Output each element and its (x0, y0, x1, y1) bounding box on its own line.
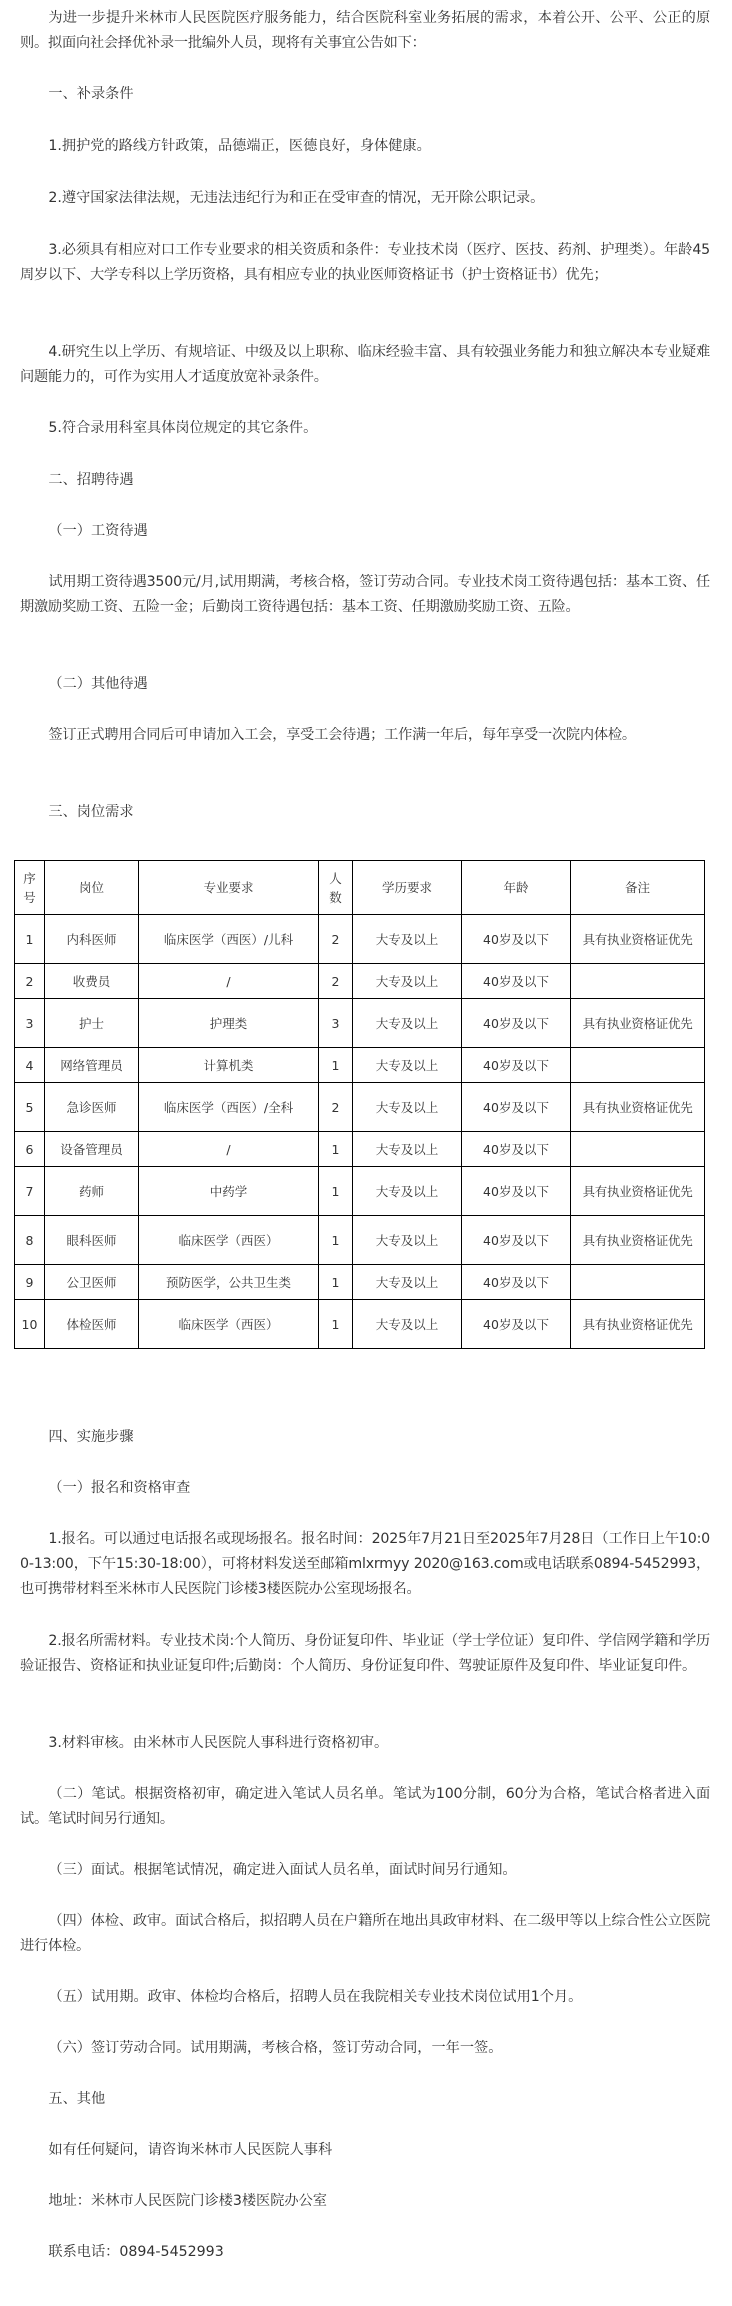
header-major: 专业要求 (139, 861, 319, 915)
cell-no: 7 (15, 1167, 45, 1216)
written-exam-paragraph: （二）笔试。根据资格初审，确定进入笔试人员名单。笔试为100分制，60分为合格，笔试合格者进入面试。笔试时间另行通知。 (20, 1786, 710, 1827)
cell-count: 1 (319, 1167, 353, 1216)
cell-post: 公卫医师 (45, 1265, 139, 1300)
cell-no: 5 (15, 1083, 45, 1132)
section-4-heading: 四、实施步骤 (48, 1429, 134, 1445)
cell-no: 2 (15, 964, 45, 999)
salary-subheading: （一）工资待遇 (48, 523, 148, 539)
table-row (15, 1300, 705, 1349)
section-2-heading: 二、招聘待遇 (48, 472, 134, 488)
cell-post: 体检医师 (45, 1300, 139, 1349)
cell-age: 40岁及以下 (462, 1265, 571, 1300)
cell-age: 40岁及以下 (462, 964, 571, 999)
cell-education: 大专及以上 (353, 999, 462, 1048)
header-post: 岗位 (45, 861, 139, 915)
cell-major: 临床医学（西医）/儿科 (139, 915, 319, 964)
medical-check-paragraph: （四）体检、政审。面试合格后，拟招聘人员在户籍所在地出具政审材料、在二级甲等以上综合性公立医院进行体检。 (20, 1913, 710, 1954)
cell-no: 9 (15, 1265, 45, 1300)
address-line: 地址：米林市人民医院门诊楼3楼医院办公室 (48, 2193, 327, 2209)
review-paragraph: 3.材料审核。由米林市人民医院人事科进行资格初审。 (48, 1735, 389, 1751)
cell-education: 大专及以上 (353, 1167, 462, 1216)
cell-age: 40岁及以下 (462, 1083, 571, 1132)
cell-major: 预防医学，公共卫生类 (139, 1265, 319, 1300)
cell-education: 大专及以上 (353, 1265, 462, 1300)
materials-paragraph: 2.报名所需材料。专业技术岗:个人简历、身份证复印件、毕业证（学士学位证）复印件、学信网学籍和学历验证报告、资格证和执业证复印件;后勤岗：个人简历、身份证复印件、驾驶证原件及复印件、毕业证复印件。 (20, 1633, 710, 1674)
cell-education: 大专及以上 (353, 1216, 462, 1265)
cell-major: / (139, 1132, 319, 1167)
cell-age: 40岁及以下 (462, 915, 571, 964)
cell-age: 40岁及以下 (462, 1216, 571, 1265)
table-row (15, 1132, 705, 1167)
header-count: 人数 (319, 861, 353, 915)
cell-note: 具有执业资格证优先 (571, 1216, 705, 1265)
condition-item-2: 2.遵守国家法律法规，无违法违纪行为和正在受审查的情况，无开除公职记录。 (48, 190, 545, 206)
cell-major: 临床医学（西医） (139, 1216, 319, 1265)
cell-no: 8 (15, 1216, 45, 1265)
cell-note (571, 1132, 705, 1167)
table-row (15, 915, 705, 964)
cell-count: 1 (319, 1300, 353, 1349)
cell-age: 40岁及以下 (462, 1048, 571, 1083)
cell-note (571, 1048, 705, 1083)
cell-count: 2 (319, 1083, 353, 1132)
table-row (15, 1048, 705, 1083)
header-note: 备注 (571, 861, 705, 915)
cell-age: 40岁及以下 (462, 1167, 571, 1216)
cell-major: / (139, 964, 319, 999)
cell-no: 10 (15, 1300, 45, 1349)
cell-note: 具有执业资格证优先 (571, 1167, 705, 1216)
cell-major: 临床医学（西医）/全科 (139, 1083, 319, 1132)
cell-post: 药师 (45, 1167, 139, 1216)
cell-count: 1 (319, 1216, 353, 1265)
header-age: 年龄 (462, 861, 571, 915)
cell-note (571, 1265, 705, 1300)
positions-table (14, 860, 705, 1349)
cell-post: 收费员 (45, 964, 139, 999)
header-education: 学历要求 (353, 861, 462, 915)
cell-no: 6 (15, 1132, 45, 1167)
section-1-heading: 一、补录条件 (48, 86, 134, 102)
table-row (15, 1216, 705, 1265)
salary-paragraph: 试用期工资待遇3500元/月,试用期满，考核合格，签订劳动合同。专业技术岗工资待遇包括：基本工资、任期激励奖励工资、五险一金；后勤岗工资待遇包括：基本工资、任期激励奖励工资、五险。 (20, 574, 710, 615)
other-benefits-paragraph: 签订正式聘用合同后可申请加入工会，享受工会待遇；工作满一年后，每年享受一次院内体检。 (48, 727, 636, 743)
table-row (15, 1265, 705, 1300)
condition-item-3: 3.必须具有相应对口工作专业要求的相关资质和条件：专业技术岗（医疗、医技、药剂、护理类）。年龄45周岁以下、大学专科以上学历资格，具有相应专业的执业医师资格证书（护士资格证书）优先； (20, 242, 710, 283)
cell-no: 1 (15, 915, 45, 964)
cell-education: 大专及以上 (353, 1048, 462, 1083)
probation-paragraph: （五）试用期。政审、体检均合格后，招聘人员在我院相关专业技术岗位试用1个月。 (48, 1989, 583, 2005)
intro-paragraph: 为进一步提升米林市人民医院医疗服务能力，结合医院科室业务拓展的需求，本着公开、公平、公正的原则。拟面向社会择优补录一批编外人员，现将有关事宜公告如下： (20, 10, 710, 51)
cell-count: 3 (319, 999, 353, 1048)
cell-education: 大专及以上 (353, 915, 462, 964)
cell-education: 大专及以上 (353, 1083, 462, 1132)
cell-major: 中药学 (139, 1167, 319, 1216)
cell-age: 40岁及以下 (462, 999, 571, 1048)
cell-age: 40岁及以下 (462, 1300, 571, 1349)
section-3-heading: 三、岗位需求 (48, 804, 134, 820)
inquiry-line: 如有任何疑问，请咨询米林市人民医院人事科 (48, 2142, 333, 2158)
cell-post: 护士 (45, 999, 139, 1048)
cell-note: 具有执业资格证优先 (571, 1083, 705, 1132)
cell-age: 40岁及以下 (462, 1132, 571, 1167)
registration-paragraph: 1.报名。可以通过电话报名或现场报名。报名时间：2025年7月21日至2025年7月28日（工作日上午10:00-13:00，下午15:30-18:00），可将材料发送至邮箱mlxrmyy 2020@163.com或电话联系0894-5452993，也可携带材料至米林市人民医院门诊楼3楼医院办公室现场报名。 (20, 1531, 710, 1597)
cell-count: 1 (319, 1132, 353, 1167)
cell-note: 具有执业资格证优先 (571, 999, 705, 1048)
cell-post: 急诊医师 (45, 1083, 139, 1132)
cell-post: 内科医师 (45, 915, 139, 964)
cell-count: 2 (319, 964, 353, 999)
condition-item-5: 5.符合录用科室具体岗位规定的其它条件。 (48, 420, 318, 436)
cell-no: 4 (15, 1048, 45, 1083)
interview-paragraph: （三）面试。根据笔试情况，确定进入面试人员名单，面试时间另行通知。 (48, 1862, 517, 1878)
other-benefits-subheading: （二）其他待遇 (48, 676, 148, 692)
table-row (15, 1167, 705, 1216)
cell-post: 眼科医师 (45, 1216, 139, 1265)
condition-item-1: 1.拥护党的路线方针政策，品德端正，医德良好，身体健康。 (48, 138, 431, 154)
cell-count: 2 (319, 915, 353, 964)
table-row (15, 1083, 705, 1132)
header-no: 序号 (15, 861, 45, 915)
cell-major: 临床医学（西医） (139, 1300, 319, 1349)
cell-count: 1 (319, 1048, 353, 1083)
cell-major: 护理类 (139, 999, 319, 1048)
table-row (15, 964, 705, 999)
cell-education: 大专及以上 (353, 1132, 462, 1167)
cell-major: 计算机类 (139, 1048, 319, 1083)
cell-note: 具有执业资格证优先 (571, 1300, 705, 1349)
cell-note (571, 964, 705, 999)
cell-no: 3 (15, 999, 45, 1048)
contract-paragraph: （六）签订劳动合同。试用期满，考核合格，签订劳动合同，一年一签。 (48, 2040, 503, 2056)
condition-item-4: 4.研究生以上学历、有规培证、中级及以上职称、临床经验丰富、具有较强业务能力和独立解决本专业疑难问题能力的，可作为实用人才适度放宽补录条件。 (20, 344, 710, 385)
cell-post: 网络管理员 (45, 1048, 139, 1083)
cell-post: 设备管理员 (45, 1132, 139, 1167)
cell-note: 具有执业资格证优先 (571, 915, 705, 964)
cell-education: 大专及以上 (353, 964, 462, 999)
cell-education: 大专及以上 (353, 1300, 462, 1349)
cell-count: 1 (319, 1265, 353, 1300)
phone-line: 联系电话：0894-5452993 (48, 2244, 224, 2260)
registration-subheading: （一）报名和资格审查 (48, 1480, 191, 1496)
table-header-row (15, 861, 705, 915)
section-5-heading: 五、其他 (48, 2091, 106, 2107)
table-row (15, 999, 705, 1048)
